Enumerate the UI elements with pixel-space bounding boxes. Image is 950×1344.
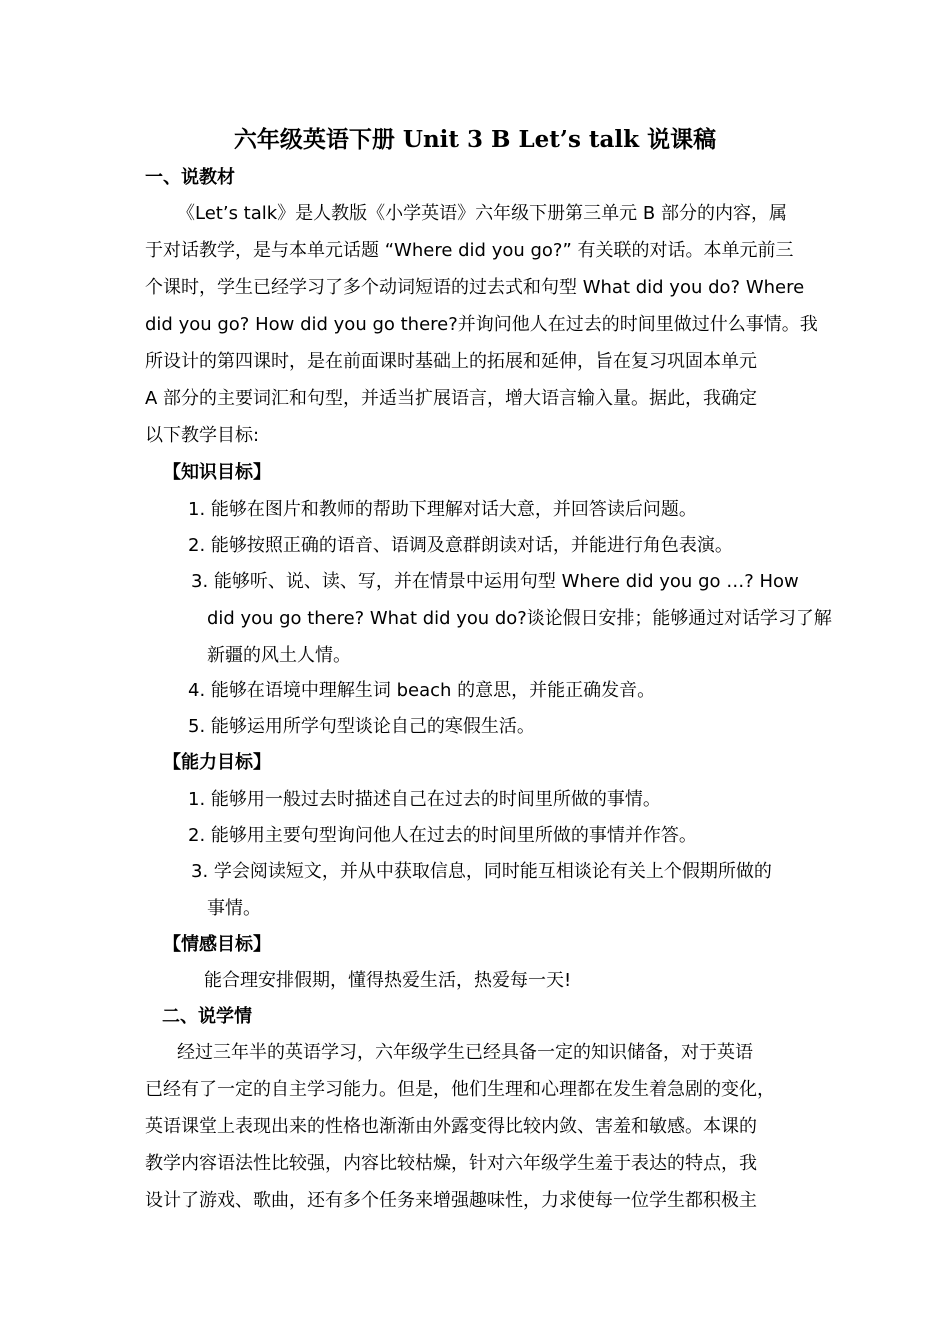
paragraph-line: did you go? How did you go there?并询问他人在过去的时间里做过什么事情。我 xyxy=(145,314,818,335)
list-item-continuation: 事情。 xyxy=(207,898,261,919)
list-item: 5. 能够运用所学句型谈论自己的寒假生活。 xyxy=(188,716,535,737)
paragraph-line: A 部分的主要词汇和句型，并适当扩展语言，增大语言输入量。据此，我确定 xyxy=(145,388,758,409)
list-item: 能合理安排假期，懂得热爱生活，热爱每一天! xyxy=(204,970,572,991)
subheading-ability-goals: 【能力目标】 xyxy=(163,752,271,773)
section-heading-textbook: 一、说教材 xyxy=(145,167,235,188)
list-item-continuation: 新疆的风土人情。 xyxy=(207,645,351,666)
document-title: 六年级英语下册 Unit 3 B Let’s talk 说课稿 xyxy=(233,126,717,153)
list-item: 1. 能够用一般过去时描述自己在过去的时间里所做的事情。 xyxy=(188,789,661,810)
subheading-emotion-goals: 【情感目标】 xyxy=(163,934,271,955)
paragraph-line: 个课时，学生已经学习了多个动词短语的过去式和句型 What did you do? Where xyxy=(145,277,805,298)
subheading-knowledge-goals: 【知识目标】 xyxy=(163,462,271,483)
list-item: 1. 能够在图片和教师的帮助下理解对话大意，并回答读后问题。 xyxy=(188,499,697,520)
paragraph-line: 教学内容语法性比较强，内容比较枯燥，针对六年级学生羞于表达的特点，我 xyxy=(145,1153,757,1174)
section-heading-students: 二、说学情 xyxy=(162,1006,252,1027)
list-item: 2. 能够用主要句型询问他人在过去的时间里所做的事情并作答。 xyxy=(188,825,697,846)
paragraph-line: 以下教学目标: xyxy=(145,425,260,446)
paragraph-line: 《Let’s talk》是人教版《小学英语》六年级下册第三单元 B 部分的内容，属 xyxy=(177,203,787,224)
paragraph-line: 设计了游戏、歌曲，还有多个任务来增强趣味性，力求使每一位学生都积极主 xyxy=(145,1190,757,1211)
list-item: 3. 能够听、说、读、写，并在情景中运用句型 Where did you go …? How xyxy=(191,571,799,592)
list-item: 4. 能够在语境中理解生词 beach 的意思，并能正确发音。 xyxy=(188,680,656,701)
paragraph-line: 英语课堂上表现出来的性格也渐渐由外露变得比较内敛、害羞和敏感。本课的 xyxy=(145,1116,757,1137)
paragraph-line: 于对话教学，是与本单元话题 “Where did you go?” 有关联的对话。本单元前三 xyxy=(145,240,794,261)
list-item: 2. 能够按照正确的语音、语调及意群朗读对话，并能进行角色表演。 xyxy=(188,535,733,556)
list-item: 3. 学会阅读短文，并从中获取信息，同时能互相谈论有关上个假期所做的 xyxy=(191,861,772,882)
paragraph-line: 已经有了一定的自主学习能力。但是，他们生理和心理都在发生着急剧的变化， xyxy=(145,1079,775,1100)
paragraph-line: 经过三年半的英语学习，六年级学生已经具备一定的知识储备，对于英语 xyxy=(177,1042,753,1063)
list-item-continuation: did you go there? What did you do?谈论假日安排；能够通过对话学习了解 xyxy=(207,608,832,629)
paragraph-line: 所设计的第四课时，是在前面课时基础上的拓展和延伸，旨在复习巩固本单元 xyxy=(145,351,757,372)
